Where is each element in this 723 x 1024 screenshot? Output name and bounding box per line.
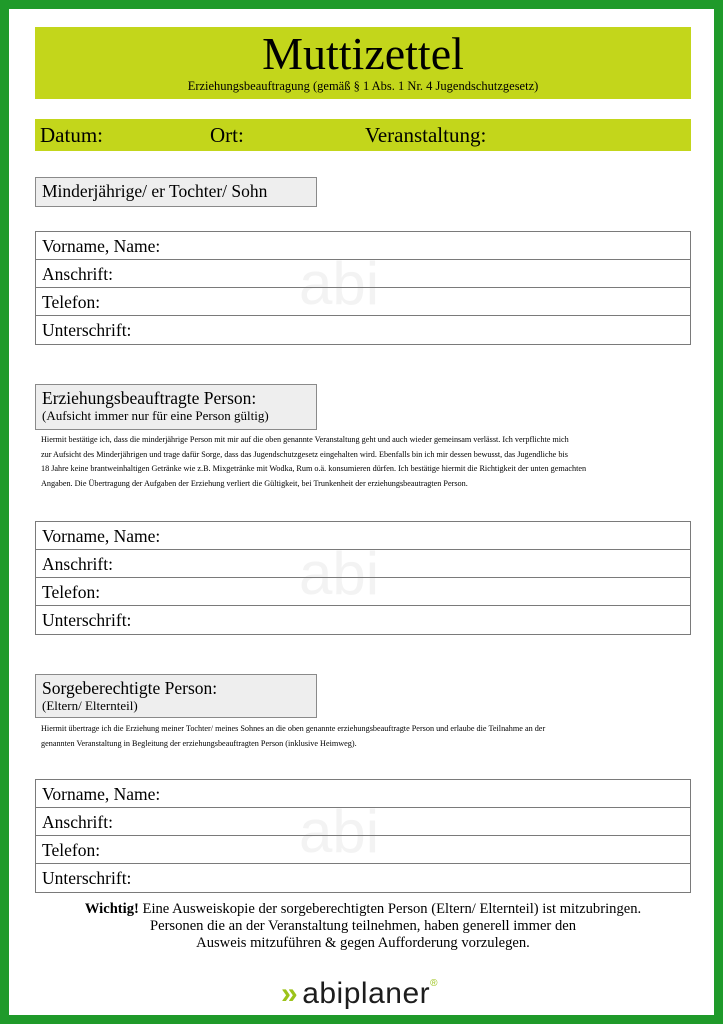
event-meta-bar [35,119,691,151]
guardian-address-field[interactable]: Anschrift: [36,550,690,578]
notice-bold-label: Wichtig! [84,901,139,917]
guardian-text-line: Hiermit bestätige ich, dass die minderjährige Person mit mir auf die oben genannte Veranstaltung geht und auch wieder gemeinsam verlässt. Ich verpflichte mich [41,435,569,444]
guardian-text-line: Angaben. Die Übertragung der Aufgaben der Erziehung verliert die Gültigkeit, bei Trunkenheit der erziehungsbeautragten Person. [41,478,468,488]
guardian-name-field[interactable]: Vorname, Name: [36,522,690,550]
notice-line-3: Ausweis mitzuführen & gegen Aufforderung vorzulegen. [196,935,530,951]
parent-phone-field[interactable]: Telefon: [36,836,690,864]
watermark-abi: abi [299,250,380,317]
parent-section-title: Sorgeberechtigte Person: [42,678,218,698]
parent-section-subtitle: (Eltern/ Elternteil) [42,698,138,713]
page-title: Muttizettel [262,28,464,79]
guardian-section-title: Erziehungsbeauftragte Person: [42,388,257,408]
parent-declaration [41,722,697,751]
parent-fields [35,779,691,893]
guardian-fields [35,521,691,635]
minor-section-title: Minderjährige/ er Tochter/ Sohn [42,181,268,201]
minor-name-field[interactable]: Vorname, Name: [36,232,690,260]
chevron-right-icon: » [281,977,299,1010]
parent-address-field[interactable]: Anschrift: [36,808,690,836]
parent-text-line: genannten Veranstaltung in Begleitung der erziehungsbeauftragten Person (inklusive Heimweg). [41,738,357,748]
page-subtitle: Erziehungsbeauftragung (gemäß § 1 Abs. 1 Nr. 4 Jugendschutzgesetz) [187,79,539,93]
minor-phone-field[interactable]: Telefon: [36,288,690,316]
logo-abi-text: abi [302,977,344,1010]
parent-section-header [35,674,317,718]
header-banner [35,27,691,99]
minor-section-header [35,177,317,207]
notice-line-2: Personen die an der Veranstaltung teilnehmen, haben generell immer den [149,918,577,934]
guardian-section-subtitle: (Aufsicht immer nur für eine Person gültig) [42,408,269,423]
notice-line-1 [29,901,697,918]
watermark-abi: abi [299,798,380,865]
minor-signature-field[interactable]: Unterschrift: [42,320,132,340]
parent-signature-field[interactable]: Unterschrift: [42,868,132,888]
registered-mark: ® [430,978,439,989]
logo-planer-text: planer [343,977,431,1010]
guardian-phone-field[interactable]: Telefon: [36,578,690,606]
guardian-signature-field[interactable]: Unterschrift: [42,610,132,630]
event-label[interactable]: Veranstaltung: [365,123,487,147]
date-label[interactable]: Datum: [40,123,103,147]
notice-line-1-text: Eine Ausweiskopie der sorgeberechtigten Person (Eltern/ Elternteil) ist mitzubringen. [138,901,642,917]
abiplaner-logo [281,977,438,1011]
minor-fields [35,231,691,345]
parent-name-field[interactable]: Vorname, Name: [36,780,690,808]
watermark-abi: abi [299,540,380,607]
place-label[interactable]: Ort: [210,123,244,147]
parent-text-line: Hiermit übertrage ich die Erziehung meiner Tochter/ meines Sohnes an die oben genannte erziehungsbeauftragte Person und erlaube die Teilnahme an der [41,724,546,733]
guardian-text-line: 18 Jahre keine brantweinhaltigen Getränke wie z.B. Mixgetränke mit Wodka, Rum o.ä. konsumieren dürfen. Ich bestätige hiermit die Richtigkeit der unten gemachten [41,464,587,473]
guardian-section-header [35,384,317,430]
important-notice [29,901,697,952]
guardian-declaration [41,433,697,491]
guardian-text-line: zur Aufsicht des Minderjährigen und trage dafür Sorge, dass das Jugendschutzgesetz eingehalten wird. Ebenfalls bin ich mir dessen bewusst, das Jugendliche bis [41,449,568,459]
minor-address-field[interactable]: Anschrift: [36,260,690,288]
